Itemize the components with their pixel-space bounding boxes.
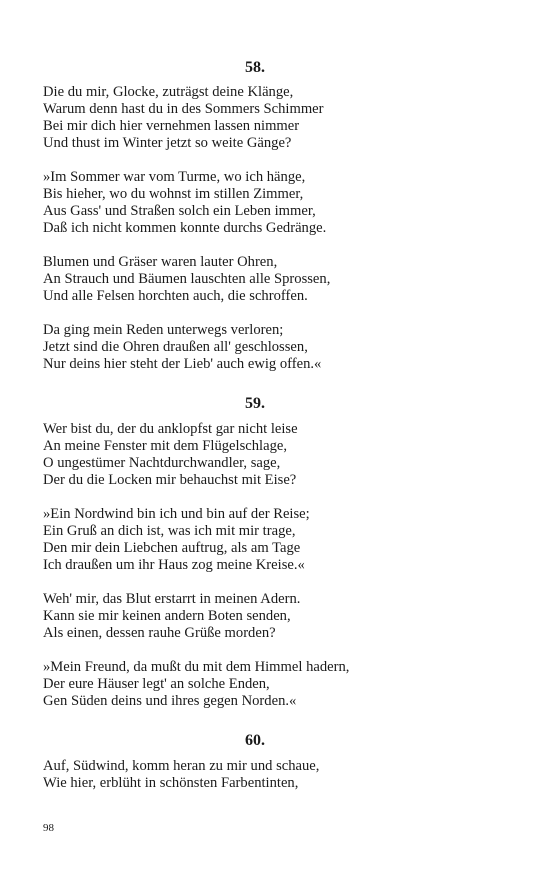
verse-line: Bis hieher, wo du wohnst im stillen Zimmer, — [43, 186, 304, 202]
verse-line: Ich draußen um ihr Haus zog meine Kreise.« — [43, 557, 305, 573]
verse-line: Bei mir dich hier vernehmen lassen nimmer — [43, 118, 300, 134]
verse-line: Kann sie mir keinen andern Boten senden, — [43, 608, 291, 624]
verse-line: Und alle Felsen horchten auch, die schroffen. — [43, 288, 308, 304]
verse-line: »Im Sommer war vom Turme, wo ich hänge, — [43, 169, 306, 185]
poem-number-heading: 59. — [245, 395, 265, 412]
verse-line: O ungestümer Nachtdurchwandler, sage, — [43, 455, 281, 471]
verse-line: Auf, Südwind, komm heran zu mir und schaue, — [43, 758, 320, 774]
verse-line: Wer bist du, der du anklopfst gar nicht leise — [43, 421, 298, 437]
page-number: 98 — [43, 822, 54, 834]
verse-line: Als einen, dessen rauhe Grüße morden? — [43, 625, 276, 641]
verse-line: An meine Fenster mit dem Flügelschlage, — [43, 438, 287, 454]
verse-line: Wie hier, erblüht in schönsten Farbentinten, — [43, 775, 299, 791]
verse-line: Die du mir, Glocke, zuträgst deine Klänge, — [43, 84, 294, 100]
verse-line: Blumen und Gräser waren lauter Ohren, — [43, 254, 278, 270]
verse-line: Aus Gass' und Straßen solch ein Leben immer, — [43, 203, 316, 219]
verse-line: Weh' mir, das Blut erstarrt in meinen Adern. — [43, 591, 301, 607]
verse-line: Der eure Häuser legt' an solche Enden, — [43, 676, 270, 692]
poem-number-heading: 58. — [245, 59, 265, 76]
poem-number-heading: 60. — [245, 732, 265, 749]
verse-line: Gen Süden deins und ihres gegen Norden.« — [43, 693, 297, 709]
verse-line: Den mir dein Liebchen auftrug, als am Tage — [43, 540, 301, 556]
verse-line: »Mein Freund, da mußt du mit dem Himmel hadern, — [43, 659, 350, 675]
verse-line: Und thust im Winter jetzt so weite Gänge? — [43, 135, 292, 151]
verse-line: Ein Gruß an dich ist, was ich mit mir trage, — [43, 523, 296, 539]
verse-line: Da ging mein Reden unterwegs verloren; — [43, 322, 284, 338]
verse-line: Jetzt sind die Ohren draußen all' geschlossen, — [43, 339, 308, 355]
verse-line: Daß ich nicht kommen konnte durchs Gedränge. — [43, 220, 327, 236]
verse-line: Nur deins hier steht der Lieb' auch ewig offen.« — [43, 356, 322, 372]
verse-line: »Ein Nordwind bin ich und bin auf der Reise; — [43, 506, 310, 522]
verse-line: Warum denn hast du in des Sommers Schimmer — [43, 101, 324, 117]
verse-line: Der du die Locken mir behauchst mit Eise? — [43, 472, 297, 488]
verse-line: An Strauch und Bäumen lauschten alle Sprossen, — [43, 271, 331, 287]
